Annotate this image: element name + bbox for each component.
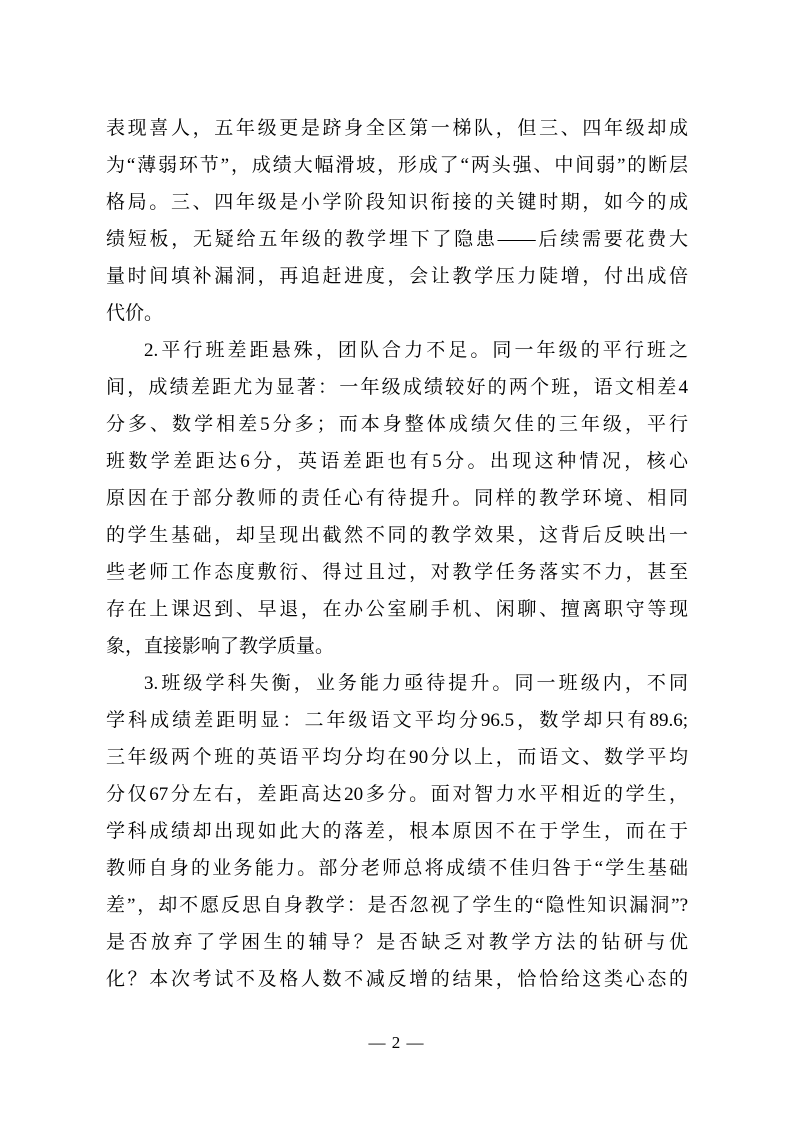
- text-line: 些老师工作态度敷衍、得过且过，对教学任务落实不力，甚至: [106, 562, 688, 583]
- document-body: [106, 110, 688, 998]
- text-line: 象，直接影响了教学质量。: [106, 636, 335, 657]
- page-number: — 2 —: [368, 1033, 425, 1052]
- text-line: 格局。三、四年级是小学阶段知识衔接的关键时期，如今的成: [106, 192, 688, 213]
- page-footer: [0, 1028, 793, 1058]
- text-line: 是否放弃了学困生的辅导？是否缺乏对教学方法的钻研与优: [106, 932, 688, 953]
- text-line: 为“薄弱环节”，成绩大幅滑坡，形成了“两头强、中间弱”的断层: [106, 155, 688, 176]
- text-line: 班数学差距达6分，英语差距也有5分。出现这种情况，核心: [106, 451, 688, 472]
- text-line: 存在上课迟到、早退，在办公室刷手机、闲聊、擅离职守等现: [106, 599, 688, 620]
- text-line: 三年级两个班的英语平均分均在90分以上，而语文、数学平均: [106, 747, 688, 768]
- text-line: 教师自身的业务能力。部分老师总将成绩不佳归咎于“学生基础: [106, 858, 688, 879]
- text-line: 表现喜人，五年级更是跻身全区第一梯队，但三、四年级却成: [106, 118, 688, 139]
- text-line: 原因在于部分教师的责任心有待提升。同样的教学环境、相同: [106, 488, 688, 509]
- text-line: 代价。: [106, 303, 164, 324]
- text-line: 间，成绩差距尤为显著：一年级成绩较好的两个班，语文相差4: [106, 377, 688, 398]
- text-line: 的学生基础，却呈现出截然不同的教学效果，这背后反映出一: [106, 525, 688, 546]
- text-line: 化？本次考试不及格人数不减反增的结果，恰恰给这类心态的: [106, 969, 688, 990]
- text-line: 量时间填补漏洞，再追赶进度，会让教学压力陡增，付出成倍: [106, 266, 688, 287]
- text-line: 学科成绩却出现如此大的落差，根本原因不在于学生，而在于: [106, 821, 688, 842]
- text-line: 2.平行班差距悬殊，团队合力不足。同一年级的平行班之: [144, 340, 688, 361]
- text-line: 分仅67分左右，差距高达20多分。面对智力水平相近的学生，: [106, 784, 688, 805]
- text-line: 3.班级学科失衡，业务能力亟待提升。同一班级内，不同: [144, 673, 688, 694]
- text-line: 差”，却不愿反思自身教学：是否忽视了学生的“隐性知识漏洞”?: [106, 895, 688, 916]
- text-line: 分多、数学相差5分多；而本身整体成绩欠佳的三年级，平行: [106, 414, 688, 435]
- text-line: 绩短板，无疑给五年级的教学埋下了隐患——后续需要花费大: [106, 229, 688, 250]
- text-line: 学科成绩差距明显：二年级语文平均分96.5，数学却只有89.6;: [106, 710, 688, 731]
